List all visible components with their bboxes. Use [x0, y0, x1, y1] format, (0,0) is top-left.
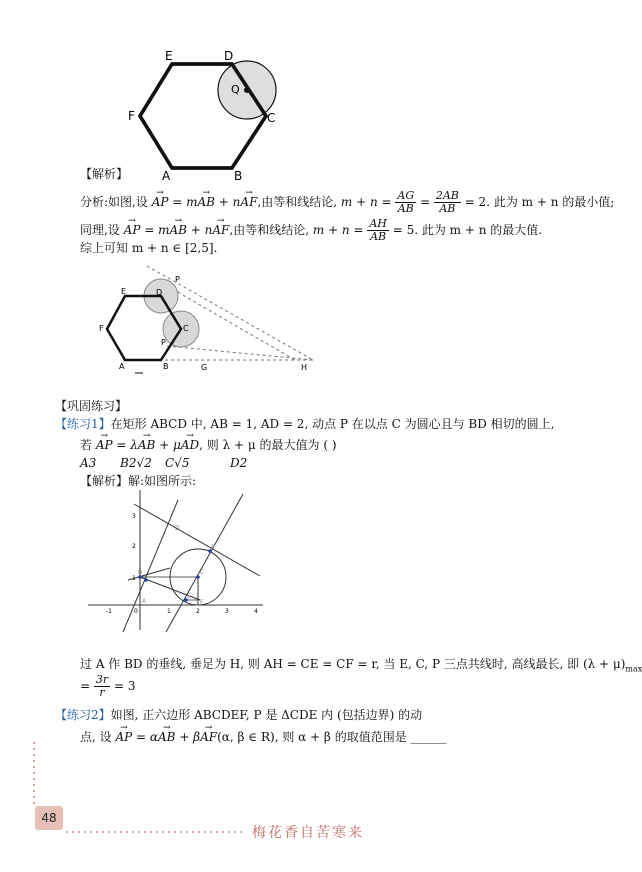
fig2-label-P2: P	[161, 338, 166, 347]
exercise-1-conclusion-line-1: 过 A 作 BD 的垂线, 垂足为 H, 则 AH = CE = CF = r, 当 E, C, P 三点共线时, 高线最长, 即 $(\lambda + \mu)_{max}$	[80, 657, 642, 674]
graph-label-D: D	[175, 525, 180, 532]
label-B: B	[234, 169, 243, 183]
x-tick-4: 4	[254, 608, 258, 615]
exercise-1-line-1: 【练习1】在矩形 ABCD 中, AB = 1, AD = 2, 动点 P 在以点 C 为圆心且与 BD 相切的圆上,	[55, 417, 555, 431]
y-tick-3: 3	[132, 513, 136, 520]
exercise-1-analysis-tag: 【解析】解:如图所示:	[80, 474, 197, 488]
option-a: A3	[80, 456, 97, 470]
fig2-label-E: E	[121, 287, 127, 296]
label-E: E	[165, 49, 173, 63]
fig2-label-D: D	[156, 288, 163, 297]
fig2-label-A: A	[119, 362, 125, 371]
footer-dots	[64, 831, 244, 833]
exercise-2-tag: 【练习2】	[55, 708, 111, 722]
analysis-line-3: 综上可知 m + n ∈ [2,5].	[80, 241, 218, 255]
label-D: D	[224, 49, 234, 63]
x-tick-2: 2	[196, 608, 200, 615]
fig2-label-F: F	[99, 324, 104, 333]
margin-dots	[33, 740, 35, 805]
analysis-tag: 【解析】	[80, 167, 129, 181]
exercise-1-line-2: 若 → AP = λ→ AB + μ→ AD, 则 λ + μ 的最大值为 ( )	[80, 437, 337, 453]
graph-label-B: B	[138, 569, 143, 576]
exercise-1-tag: 【练习1】	[55, 417, 111, 431]
x-tick-1: 1	[167, 608, 171, 615]
analysis-line-2: 同理,设 → AP = m→ AB + n→ AF,由等和线结论, m + n = $\frac{AH}{AB}$ = 5. 此为 m + n 的最大值.	[80, 218, 542, 243]
graph-label-C: C	[200, 569, 205, 576]
exercise-2-line-1: 【练习2】如图, 正六边形 ABCDEF, P 是 ΔCDE 内 (包括边界) 的动	[55, 708, 423, 722]
footer-motto: 梅花香自苦寒来	[252, 825, 364, 841]
y-tick-1: 1	[132, 575, 136, 582]
fig2-label-P1: P	[175, 275, 180, 284]
exercise-1-conclusion-line-2: = $\frac{3r}{r}$ = 3	[80, 673, 136, 699]
option-b: B2√2	[120, 456, 152, 470]
fig2-label-B: B	[163, 362, 169, 371]
graph-label-F: F	[200, 599, 204, 606]
graph-label-E: E	[187, 593, 191, 600]
coordinate-graph-figure	[88, 490, 268, 635]
x-tick-neg1: -1	[106, 608, 112, 615]
y-tick-2: 2	[132, 543, 136, 550]
fig2-label-C: C	[183, 324, 189, 333]
label-C: C	[267, 111, 276, 125]
exercise-2-line-2: 点, 设 → AP = α→ AB + β→ AF(α, β ∈ R), 则 α + β 的取值范围是 ______	[80, 729, 447, 745]
label-Q: Q	[231, 83, 240, 96]
fig2-label-H: H	[301, 363, 308, 372]
option-c: C√5	[165, 456, 190, 470]
x-tick-0: 0	[134, 608, 138, 615]
fig2-label-G: G	[201, 363, 208, 372]
section-title: 【巩固练习】	[55, 399, 128, 413]
hexagon-parallel-lines-figure	[95, 262, 325, 377]
analysis-line-1: 分析:如图,设 → AP = m→ AB + n→ AF,由等和线结论, m + n = $\frac{AG}{AB}$ = $\frac{2AB}{AB}$ = 2. 此为 m + n 的最小值;	[80, 190, 614, 215]
graph-label-A: A	[142, 598, 147, 605]
graph-label-P: P	[211, 544, 215, 551]
x-tick-3: 3	[225, 608, 229, 615]
label-A: A	[162, 169, 171, 183]
hexagon-circle-figure	[120, 40, 290, 185]
option-d: D2	[230, 456, 248, 470]
label-F: F	[128, 109, 135, 123]
page-number: 48	[35, 806, 63, 830]
